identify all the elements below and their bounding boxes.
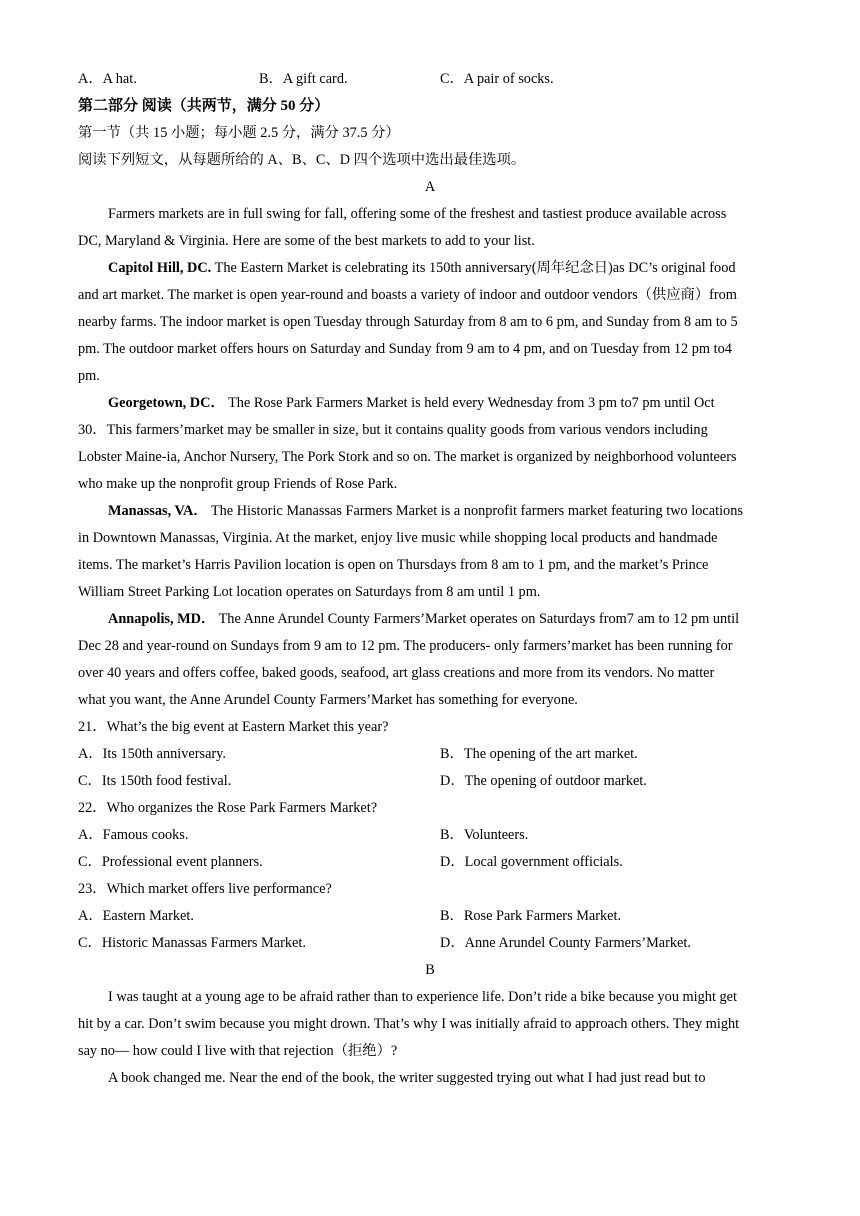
line-text: who make up the nonprofit group Friends of Rose Park. xyxy=(78,476,398,492)
passage-b-line: A book changed me. Near the end of the book, the writer suggested trying out what I had just read but to xyxy=(108,1070,706,1086)
answer-option: C．Historic Manassas Farmers Market. xyxy=(78,935,306,951)
answer-option: D．Anne Arundel County Farmers’Market. xyxy=(440,935,691,951)
line-text: nearby farms. The indoor market is open Tuesday through Saturday from 8 am to 6 pm, and Sunday from 8 am to 5 xyxy=(78,314,738,330)
location-heading: Annapolis, MD． xyxy=(108,611,216,627)
answer-option: A．Famous cooks. xyxy=(78,827,189,843)
answer-option: D．The opening of outdoor market. xyxy=(440,773,647,789)
passage-a-line xyxy=(78,444,782,471)
option-row xyxy=(78,768,782,795)
answer-option: D．Local government officials. xyxy=(440,854,623,870)
answer-option: A．Eastern Market. xyxy=(78,908,194,924)
passage-b-line: I was taught at a young age to be afraid rather than to experience life. Don’t ride a bike because you might get xyxy=(108,989,737,1005)
line-text: The Historic Manassas Farmers Market is a nonprofit farmers market featuring two locations xyxy=(207,503,743,519)
passage-a-line xyxy=(78,255,782,282)
passage-a-line xyxy=(78,363,782,390)
line-text: Lobster Maine-ia, Anchor Nursery, The Pork Stork and so on. The market is organized by neighborhood volunteers xyxy=(78,449,737,465)
line-text: in Downtown Manassas, Virginia. At the market, enjoy live music while shopping local products and handmade xyxy=(78,530,718,546)
line-text: over 40 years and offers coffee, baked goods, seafood, art glass creations and more from its vendors. No matter xyxy=(78,665,715,681)
passage-a-line xyxy=(78,471,782,498)
answer-option: B．The opening of the art market. xyxy=(440,746,638,762)
passage-a-line xyxy=(78,552,782,579)
passage-a-line xyxy=(78,417,782,444)
line-text: what you want, the Anne Arundel County Farmers’Market has something for everyone. xyxy=(78,692,578,708)
passage-b xyxy=(78,984,782,1092)
line-text: William Street Parking Lot location operates on Saturdays from 8 am until 1 pm. xyxy=(78,584,541,600)
passage-a xyxy=(78,201,782,714)
passage-b-line: hit by a car. Don’t swim because you might drown. That’s why I was initially afraid to approach others. They might xyxy=(78,1016,740,1032)
line-text: Farmers markets are in full swing for fall, offering some of the freshest and tastiest produce available across xyxy=(108,206,727,222)
passage-a-line xyxy=(78,336,782,363)
line-text: The Eastern Market is celebrating its 150th anniversary(周年纪念日)as DC’s original food xyxy=(211,260,736,276)
answer-option: C．Professional event planners. xyxy=(78,854,263,870)
location-heading: Georgetown, DC． xyxy=(108,395,225,411)
answer-option: C．Its 150th food festival. xyxy=(78,773,232,789)
passage-a-line xyxy=(78,282,782,309)
line-text: Dec 28 and year-round on Sundays from 9 am to 12 pm. The producers- only farmers’market has been running for xyxy=(78,638,733,654)
line-text: 30．This farmers’market may be smaller in size, but it contains quality goods from various vendors including xyxy=(78,422,708,438)
passage-a-line xyxy=(78,687,782,714)
line-text: pm. xyxy=(78,368,100,384)
line-text: The Rose Park Farmers Market is held every Wednesday from 3 pm to7 pm until Oct xyxy=(224,395,715,411)
passage-a-line xyxy=(78,309,782,336)
passage-a-line xyxy=(78,390,782,417)
option-row xyxy=(78,822,782,849)
option-row xyxy=(78,741,782,768)
line-text: and art market. The market is open year-round and boasts a variety of indoor and outdoor vendors（供应商）from xyxy=(78,287,737,303)
passage-a-line xyxy=(78,633,782,660)
answer-option: B．Rose Park Farmers Market. xyxy=(440,908,622,924)
line-text: The Anne Arundel County Farmers’Market operates on Saturdays from7 am to 12 pm until xyxy=(215,611,740,627)
questions xyxy=(78,714,782,957)
passage-a-line xyxy=(78,606,782,633)
option-c: C．A pair of socks. xyxy=(440,71,554,87)
passage-a-line xyxy=(78,228,782,255)
instruction: 阅读下列短文，从每题所给的 A、B、C、D 四个选项中选出最佳选项。 xyxy=(78,152,526,168)
passage-a-line xyxy=(78,579,782,606)
location-heading: Capitol Hill, DC. xyxy=(108,260,212,276)
prev-question-options xyxy=(78,66,782,93)
option-a: A．A hat. xyxy=(78,71,137,87)
answer-option: A．Its 150th anniversary. xyxy=(78,746,226,762)
option-row xyxy=(78,903,782,930)
section-title: 第一节（共 15 小题；每小题 2.5 分，满分 37.5 分） xyxy=(78,125,400,141)
question-stem: 23．Which market offers live performance? xyxy=(78,881,332,897)
part-title: 第二部分 阅读（共两节，满分 50 分） xyxy=(78,98,330,114)
question-stem: 21．What’s the big event at Eastern Market this year? xyxy=(78,719,389,735)
passage-a-line xyxy=(78,525,782,552)
line-text: items. The market’s Harris Pavilion location is open on Thursdays from 8 am to 1 pm, and the market’s Prince xyxy=(78,557,709,573)
option-b: B．A gift card. xyxy=(259,71,348,87)
question-stem: 22．Who organizes the Rose Park Farmers Market? xyxy=(78,800,378,816)
answer-option: B．Volunteers. xyxy=(440,827,529,843)
passage-a-line xyxy=(78,498,782,525)
passage-a-line xyxy=(78,201,782,228)
option-row xyxy=(78,849,782,876)
option-row xyxy=(78,930,782,957)
location-heading: Manassas, VA． xyxy=(108,503,208,519)
passage-a-label: A xyxy=(424,179,436,195)
passage-b-label: B xyxy=(425,962,435,978)
passage-a-line xyxy=(78,660,782,687)
exam-page xyxy=(78,66,782,1092)
line-text: pm. The outdoor market offers hours on Saturday and Sunday from 9 am to 4 pm, and on Tuesday from 12 pm to4 xyxy=(78,341,732,357)
passage-b-line: say no— how could I live with that rejection（拒绝）? xyxy=(78,1043,398,1059)
line-text: DC, Maryland & Virginia. Here are some of the best markets to add to your list. xyxy=(78,233,535,249)
